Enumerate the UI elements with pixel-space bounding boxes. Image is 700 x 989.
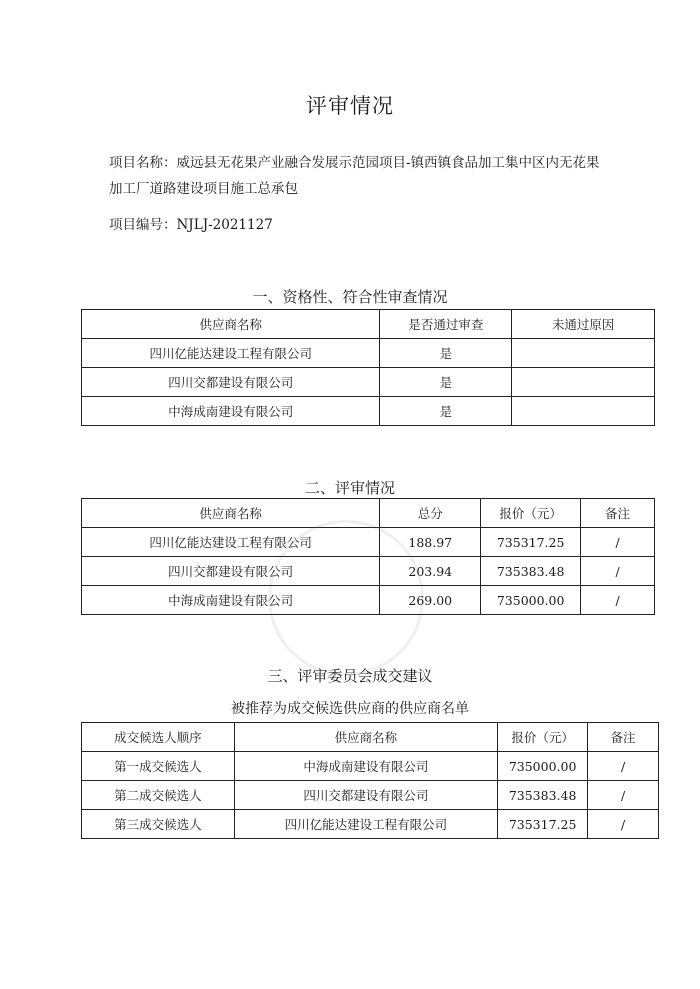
supplier-name: 四川亿能达建设工程有限公司 [82,528,380,557]
qualification-table [81,309,655,426]
header-passed: 是否通过审查 [380,310,512,339]
supplier-name: 中海成南建设有限公司 [234,752,497,781]
header-rank: 成交候选人顺序 [82,723,235,752]
remark-value: / [581,557,655,586]
header-price: 报价（元） [498,723,588,752]
table-row [82,528,655,557]
supplier-name: 中海成南建设有限公司 [82,586,380,615]
reason-value [512,368,655,397]
price-value: 735000.00 [481,586,581,615]
score-value: 203.94 [380,557,481,586]
header-score: 总分 [380,499,481,528]
supplier-name: 四川交都建设有限公司 [82,557,380,586]
header-remark: 备注 [581,499,655,528]
table-row [82,397,655,426]
table-header-row [82,499,655,528]
header-remark: 备注 [588,723,659,752]
section3-title: 三、评审委员会成交建议 [267,667,433,685]
table-row [82,368,655,397]
price-value: 735317.25 [498,810,588,839]
supplier-name: 中海成南建设有限公司 [82,397,380,426]
score-value: 269.00 [380,586,481,615]
table-row [82,557,655,586]
table-header-row [82,723,659,752]
header-supplier: 供应商名称 [234,723,497,752]
table-header-row [82,310,655,339]
rank-value: 第一成交候选人 [82,752,235,781]
recommendation-caption: 被推荐为成交候选供应商的供应商名单 [231,701,469,717]
supplier-name: 四川交都建设有限公司 [82,368,380,397]
price-value: 735000.00 [498,752,588,781]
project-code: 项目编号：NJLJ-2021127 [109,217,273,233]
supplier-name: 四川交都建设有限公司 [234,781,497,810]
remark-value: / [588,752,659,781]
header-reason: 未通过原因 [512,310,655,339]
price-value: 735383.48 [498,781,588,810]
table-row [82,586,655,615]
passed-value: 是 [380,339,512,368]
project-name-line2: 加工厂道路建设项目施工总承包 [109,181,298,197]
reason-value [512,339,655,368]
supplier-name: 四川亿能达建设工程有限公司 [82,339,380,368]
remark-value: / [588,781,659,810]
rank-value: 第二成交候选人 [82,781,235,810]
price-value: 735317.25 [481,528,581,557]
reason-value [512,397,655,426]
table-row [82,339,655,368]
remark-value: / [581,586,655,615]
table-row [82,810,659,839]
table-row [82,781,659,810]
supplier-name: 四川亿能达建设工程有限公司 [234,810,497,839]
score-value: 188.97 [380,528,481,557]
project-name-line1: 项目名称：威远县无花果产业融合发展示范园项目-镇西镇食品加工集中区内无花果 [109,155,600,171]
section2-title: 二、评审情况 [304,479,395,497]
header-supplier: 供应商名称 [82,499,380,528]
header-supplier: 供应商名称 [82,310,380,339]
header-price: 报价（元） [481,499,581,528]
passed-value: 是 [380,397,512,426]
page-title: 评审情况 [306,94,394,118]
recommendation-table [81,722,659,839]
price-value: 735383.48 [481,557,581,586]
remark-value: / [588,810,659,839]
rank-value: 第三成交候选人 [82,810,235,839]
section1-title: 一、资格性、符合性审查情况 [252,288,448,306]
evaluation-table [81,498,655,615]
remark-value: / [581,528,655,557]
passed-value: 是 [380,368,512,397]
table-row [82,752,659,781]
